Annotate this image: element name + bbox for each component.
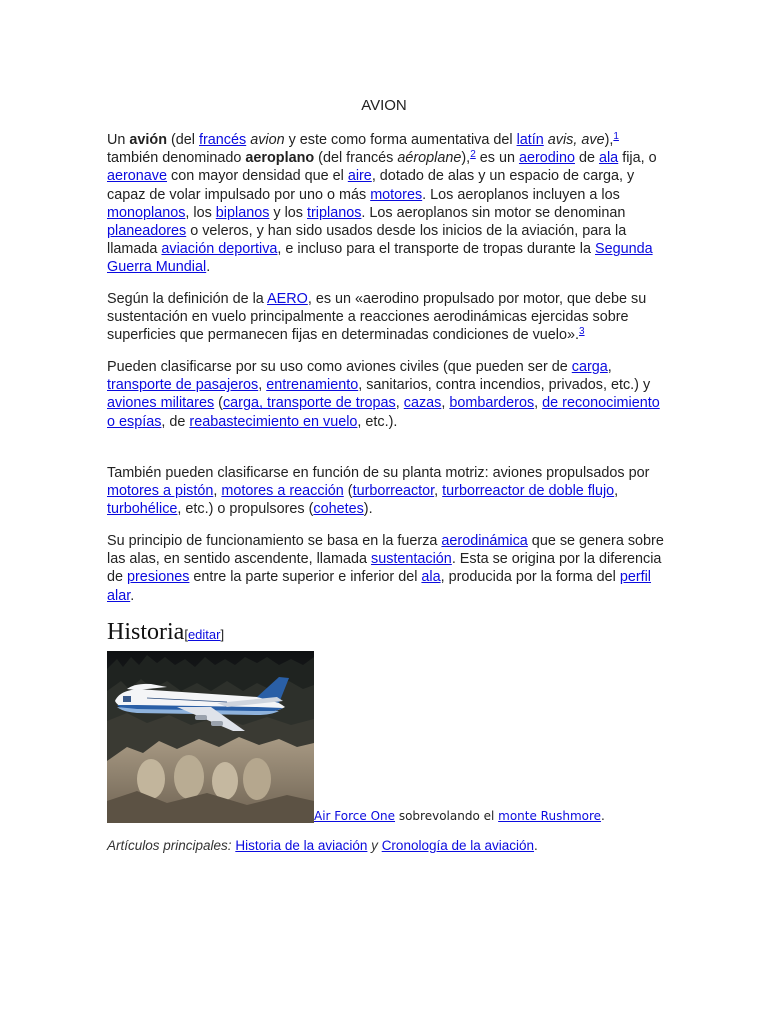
classification-use-paragraph: Pueden clasificarse por su uso como aviones civiles (que pueden ser de carga, transporte de pasajeros, entrenamiento, sanitarios, contra incendios, privados, etc.) y aviones militares (carga, transporte de tropas, cazas, bombarderos, de reconocimiento o espías, de reabastecimiento en vuelo, etc.). bbox=[107, 359, 660, 430]
link-ala[interactable]: ala bbox=[598, 150, 619, 167]
link-segunda-guerra-mundial[interactable]: Segunda Guerra Mundial bbox=[107, 241, 653, 276]
air-force-one-photo[interactable] bbox=[107, 651, 314, 823]
link-carga-transporte-de-tropas[interactable]: carga, transporte de tropas bbox=[222, 395, 396, 412]
link-sustentacion[interactable]: sustentación bbox=[371, 551, 452, 568]
link-aerodino[interactable]: aerodino bbox=[518, 150, 575, 167]
main-articles-label: Artículos principales: bbox=[107, 838, 232, 853]
link-frances[interactable]: francés bbox=[199, 132, 247, 148]
link-turborreactor[interactable]: turborreactor bbox=[352, 483, 435, 500]
link-presiones[interactable]: presiones bbox=[127, 569, 190, 586]
link-turbohelice[interactable]: turbohélice bbox=[107, 501, 178, 518]
link-cazas[interactable]: cazas bbox=[403, 395, 442, 412]
document-title: AVION bbox=[361, 97, 407, 114]
term-avion: avión bbox=[129, 132, 167, 148]
link-biplanos[interactable]: biplanos bbox=[215, 204, 270, 221]
link-historia-de-la-aviacion[interactable]: Historia de la aviación bbox=[235, 838, 368, 853]
link-planeadores[interactable]: planeadores bbox=[107, 223, 187, 240]
link-aero[interactable]: AERO bbox=[267, 291, 308, 307]
link-reabastecimiento[interactable]: reabastecimiento en vuelo bbox=[189, 413, 358, 430]
link-motores-a-reaccion[interactable]: motores a reacción bbox=[221, 483, 344, 500]
link-carga[interactable]: carga bbox=[571, 359, 608, 375]
link-triplanos[interactable]: triplanos bbox=[307, 204, 362, 221]
link-reconocimiento[interactable]: de reconocimiento o espías bbox=[107, 395, 660, 430]
link-aire[interactable]: aire bbox=[347, 168, 372, 185]
image-caption: Air Force One sobrevolando el monte Rushmore. bbox=[314, 809, 605, 823]
link-perfil-alar[interactable]: perfil alar bbox=[107, 569, 652, 604]
link-latin[interactable]: latín bbox=[516, 132, 544, 148]
edit-section-link[interactable]: editar bbox=[187, 627, 221, 642]
link-aviones-militares[interactable]: aviones militares bbox=[107, 395, 215, 412]
term-aeroplano: aeroplano bbox=[245, 150, 315, 167]
reference-1[interactable]: 1 bbox=[613, 131, 619, 142]
definition-paragraph: Según la definición de la AERO, es un «aerodino propulsado por motor, que debe su sustentación en vuelo principalmente a reacciones aerodinámicas ejercidas sobre superficies que permanecen fijas en determinadas condiciones de vuelo».$^3$ bbox=[107, 291, 647, 344]
section-heading-historia: Historia[editar] bbox=[107, 619, 225, 645]
link-motores-a-piston[interactable]: motores a pistón bbox=[107, 483, 214, 500]
link-monoplanos[interactable]: monoplanos bbox=[107, 204, 186, 221]
classification-engine-paragraph: También pueden clasificarse en función de su planta motriz: aviones propulsados por motores a pistón, motores a reacción (turborreactor, turborreactor de doble flujo, turbohélice, etc.) o propulsores (cohetes). bbox=[107, 465, 650, 518]
link-entrenamiento[interactable]: entrenamiento bbox=[266, 377, 359, 394]
link-cronologia-de-la-aviacion[interactable]: Cronología de la aviación bbox=[381, 838, 535, 853]
link-turborreactor-doble-flujo[interactable]: turborreactor de doble flujo bbox=[442, 483, 615, 500]
reference-3[interactable]: 3 bbox=[578, 326, 585, 338]
link-transporte-de-pasajeros[interactable]: transporte de pasajeros bbox=[107, 377, 259, 394]
link-aerodinamica[interactable]: aerodinámica bbox=[441, 533, 528, 549]
principle-paragraph: Su principio de funcionamiento se basa en la fuerza aerodinámica que se genera sobre las alas, en sentido ascendente, llamada sustentación. Esta se origina por la diferencia de presiones entre la parte superior e inferior del ala, producida por la forma del perfil alar. bbox=[107, 533, 664, 604]
link-monte-rushmore[interactable]: monte Rushmore bbox=[498, 809, 602, 823]
link-motores[interactable]: motores bbox=[370, 186, 423, 203]
link-aeronave[interactable]: aeronave bbox=[107, 168, 168, 185]
link-cohetes[interactable]: cohetes bbox=[313, 501, 364, 518]
link-bombarderos[interactable]: bombarderos bbox=[449, 395, 535, 412]
intro-paragraph: Un avión (del francés avion y este como forma aumentativa del latín avis, ave),$^1$ también denominado aeroplano (del francés aéroplane),$^2$ es un aerodino de ala fija, o aeronave con mayor densidad que el aire, dotado de alas y un espacio de carga, y capaz de volar impulsado por uno o más motores. Los aeroplanos incluyen a los monoplanos, los biplanos y los triplanos. Los aeroplanos sin motor se denominan planeadores o veleros, y han sido usados desde los inicios de la aviación, para la llamada aviación deportiva, e incluso para el transporte de tropas durante la Segunda Guerra Mundial. bbox=[107, 131, 657, 276]
link-ala-2[interactable]: ala bbox=[421, 569, 441, 586]
reference-2[interactable]: 2 bbox=[470, 149, 476, 161]
main-articles-note: Artículos principales: Historia de la aviación y Cronología de la aviación. bbox=[107, 838, 538, 853]
link-aviacion-deportiva[interactable]: aviación deportiva bbox=[161, 241, 278, 258]
link-air-force-one[interactable]: Air Force One bbox=[314, 809, 396, 823]
